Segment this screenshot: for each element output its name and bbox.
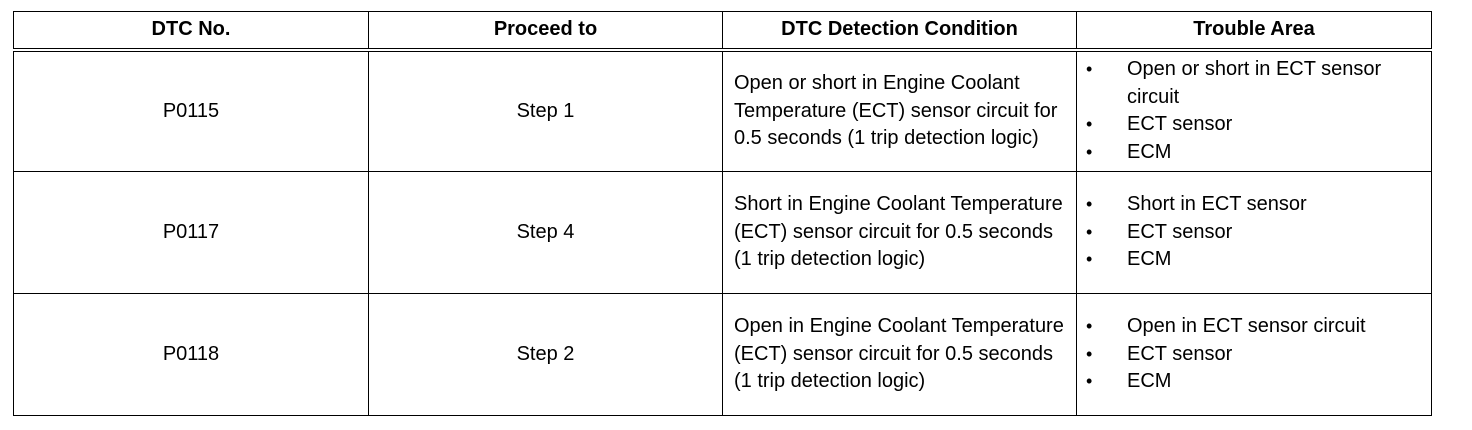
trouble-area-item: [1077, 139, 1425, 167]
proceed-step-cell: Step 2: [369, 294, 723, 416]
detection-condition-cell: Open in Engine Coolant Temperature (ECT) sensor circuit for 0.5 seconds (1 trip detection logic): [723, 294, 1077, 416]
proceed-step-cell: Step 4: [369, 172, 723, 294]
trouble-area-text: ECT sensor: [1127, 342, 1233, 365]
header-detection-condition: DTC Detection Condition: [723, 12, 1077, 50]
table-row: [14, 294, 1432, 416]
trouble-area-cell: [1077, 50, 1432, 172]
trouble-area-cell: [1077, 294, 1432, 416]
header-dtc-no: DTC No.: [14, 12, 369, 50]
dtc-table: [13, 11, 1432, 416]
table-row: [14, 172, 1432, 294]
trouble-area-item: [1077, 313, 1425, 341]
header-trouble-area: Trouble Area: [1077, 12, 1432, 50]
trouble-area-text: ECT sensor: [1127, 220, 1233, 243]
trouble-area-item: [1077, 56, 1425, 111]
trouble-area-text: Open or short in ECT sensor circuit: [1127, 58, 1382, 108]
trouble-area-text: ECT sensor: [1127, 113, 1233, 136]
bullet-icon: •: [1086, 221, 1093, 242]
trouble-area-item: [1077, 246, 1425, 274]
trouble-area-text: Open in ECT sensor circuit: [1127, 315, 1366, 338]
bullet-icon: •: [1086, 316, 1093, 337]
header-proceed-to: Proceed to: [369, 12, 723, 50]
trouble-area-text: ECM: [1127, 248, 1172, 271]
trouble-area-text: ECM: [1127, 370, 1172, 393]
dtc-code-cell: P0115: [14, 50, 369, 172]
bullet-icon: •: [1086, 249, 1093, 270]
detection-condition-cell: Short in Engine Coolant Temperature (ECT) sensor circuit for 0.5 seconds (1 trip detection logic): [723, 172, 1077, 294]
trouble-area-item: [1077, 219, 1425, 247]
bullet-icon: •: [1086, 194, 1093, 215]
trouble-area-item: [1077, 191, 1425, 219]
table-header-row: [14, 12, 1432, 50]
proceed-step-cell: Step 1: [369, 50, 723, 172]
dtc-code-cell: P0117: [14, 172, 369, 294]
trouble-area-list: [1077, 56, 1425, 166]
dtc-code-cell: P0118: [14, 294, 369, 416]
bullet-icon: •: [1086, 59, 1093, 80]
bullet-icon: •: [1086, 114, 1093, 135]
trouble-area-text: ECM: [1127, 140, 1172, 163]
table-row: [14, 50, 1432, 172]
trouble-area-list: [1077, 313, 1425, 396]
trouble-area-item: [1077, 111, 1425, 139]
trouble-area-cell: [1077, 172, 1432, 294]
trouble-area-text: Short in ECT sensor: [1127, 193, 1307, 216]
trouble-area-item: [1077, 368, 1425, 396]
detection-condition-cell: Open or short in Engine Coolant Temperature (ECT) sensor circuit for 0.5 seconds (1 trip detection logic): [723, 50, 1077, 172]
bullet-icon: •: [1086, 141, 1093, 162]
bullet-icon: •: [1086, 343, 1093, 364]
bullet-icon: •: [1086, 371, 1093, 392]
trouble-area-list: [1077, 191, 1425, 274]
trouble-area-item: [1077, 341, 1425, 369]
